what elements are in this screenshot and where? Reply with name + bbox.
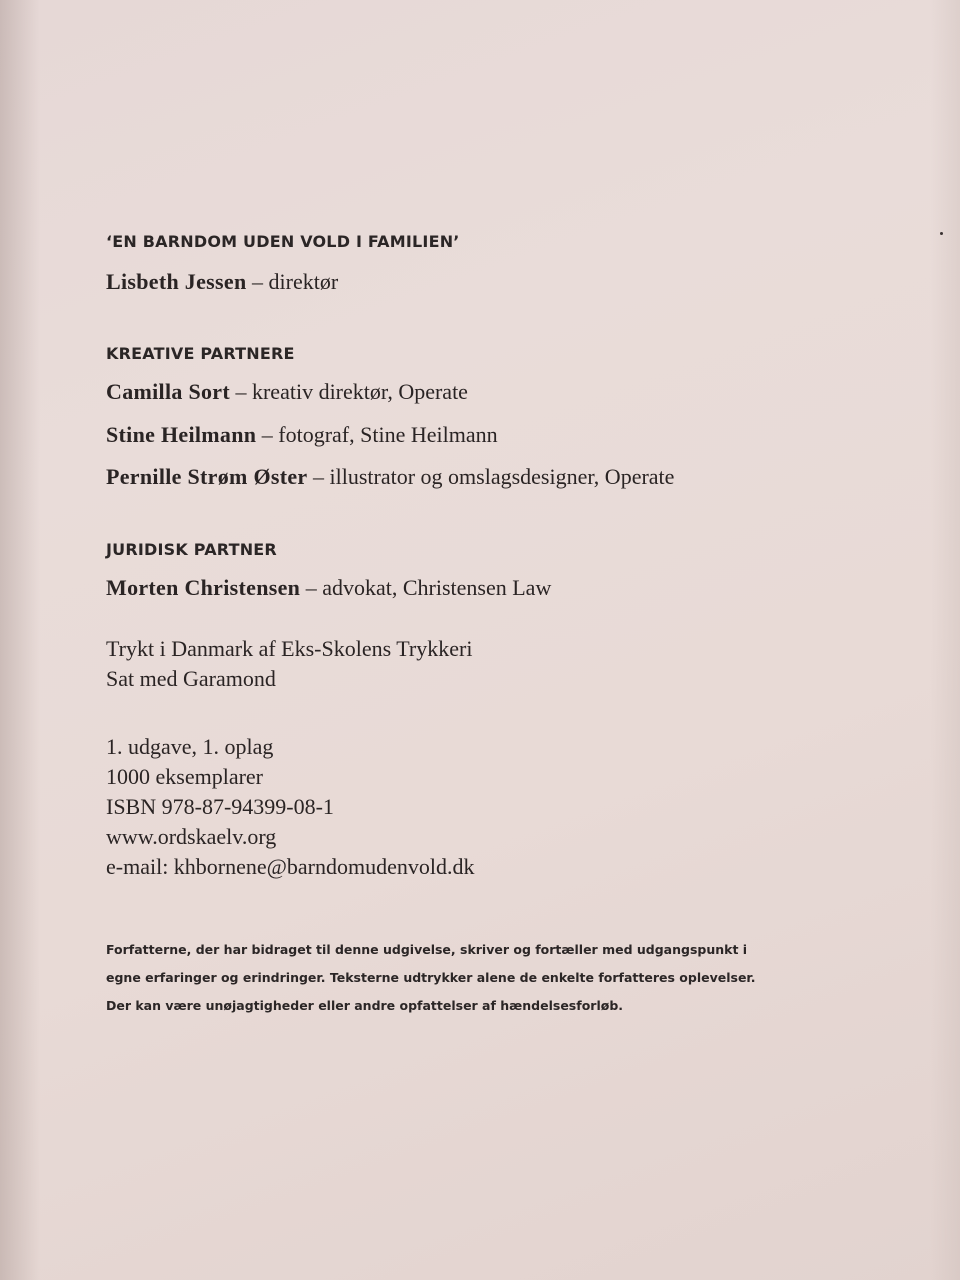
copies-info: 1000 eksemplarer (106, 763, 263, 789)
page-gutter-shadow (0, 0, 40, 1280)
section-heading-creative: KREATIVE PARTNERE (106, 344, 295, 364)
edition-block (106, 732, 926, 882)
colophon (106, 232, 926, 1020)
page-edge-shade (930, 0, 960, 1280)
section-heading-intro: ‘EN BARNDOM UDEN VOLD I FAMILIEN’ (106, 232, 460, 251)
credit-name: Stine Heilmann (106, 421, 257, 447)
credit-line (106, 575, 926, 601)
credit-name: Lisbeth Jessen (106, 269, 247, 294)
credit-line (106, 422, 926, 448)
typeset-with: Sat med Garamond (106, 665, 276, 691)
credit-line (106, 464, 926, 490)
credit-name: Morten Christensen (106, 574, 301, 600)
credit-role: – illustrator og omslagsdesigner, Operate (313, 464, 675, 490)
isbn: ISBN 978-87-94399-08-1 (106, 793, 334, 819)
printing-block (106, 634, 926, 694)
credit-role: – direktør (252, 269, 339, 294)
credit-role: – advokat, Christensen Law (305, 574, 552, 600)
paper-speck (940, 232, 943, 235)
disclaimer-text: Forfatterne, der har bidraget til denne udgivelse, skriver og fortæller med udgangspunkt i egne erfaringer og erindringer. Teksterne udtrykker alene de enkelte forfatteres oplevelser. Der kan være unøjagtigheder eller andre opfattelser af hændelsesforløb. (106, 941, 756, 1013)
edition-info: 1. udgave, 1. oplag (106, 733, 274, 759)
printed-by: Trykt i Danmark af Eks-Skolens Trykkeri (106, 635, 473, 661)
website: www.ordskaelv.org (106, 823, 277, 849)
credit-role: – kreativ direktør, Operate (235, 379, 468, 405)
credit-role: – fotograf, Stine Heilmann (261, 421, 498, 447)
credit-name: Pernille Strøm Øster (106, 464, 308, 490)
credit-line (106, 269, 926, 295)
email: e-mail: khbornene@barndomudenvold.dk (106, 853, 475, 879)
credit-name: Camilla Sort (106, 379, 230, 405)
credit-line (106, 379, 926, 405)
section-heading-legal: JURIDISK PARTNER (106, 539, 277, 559)
